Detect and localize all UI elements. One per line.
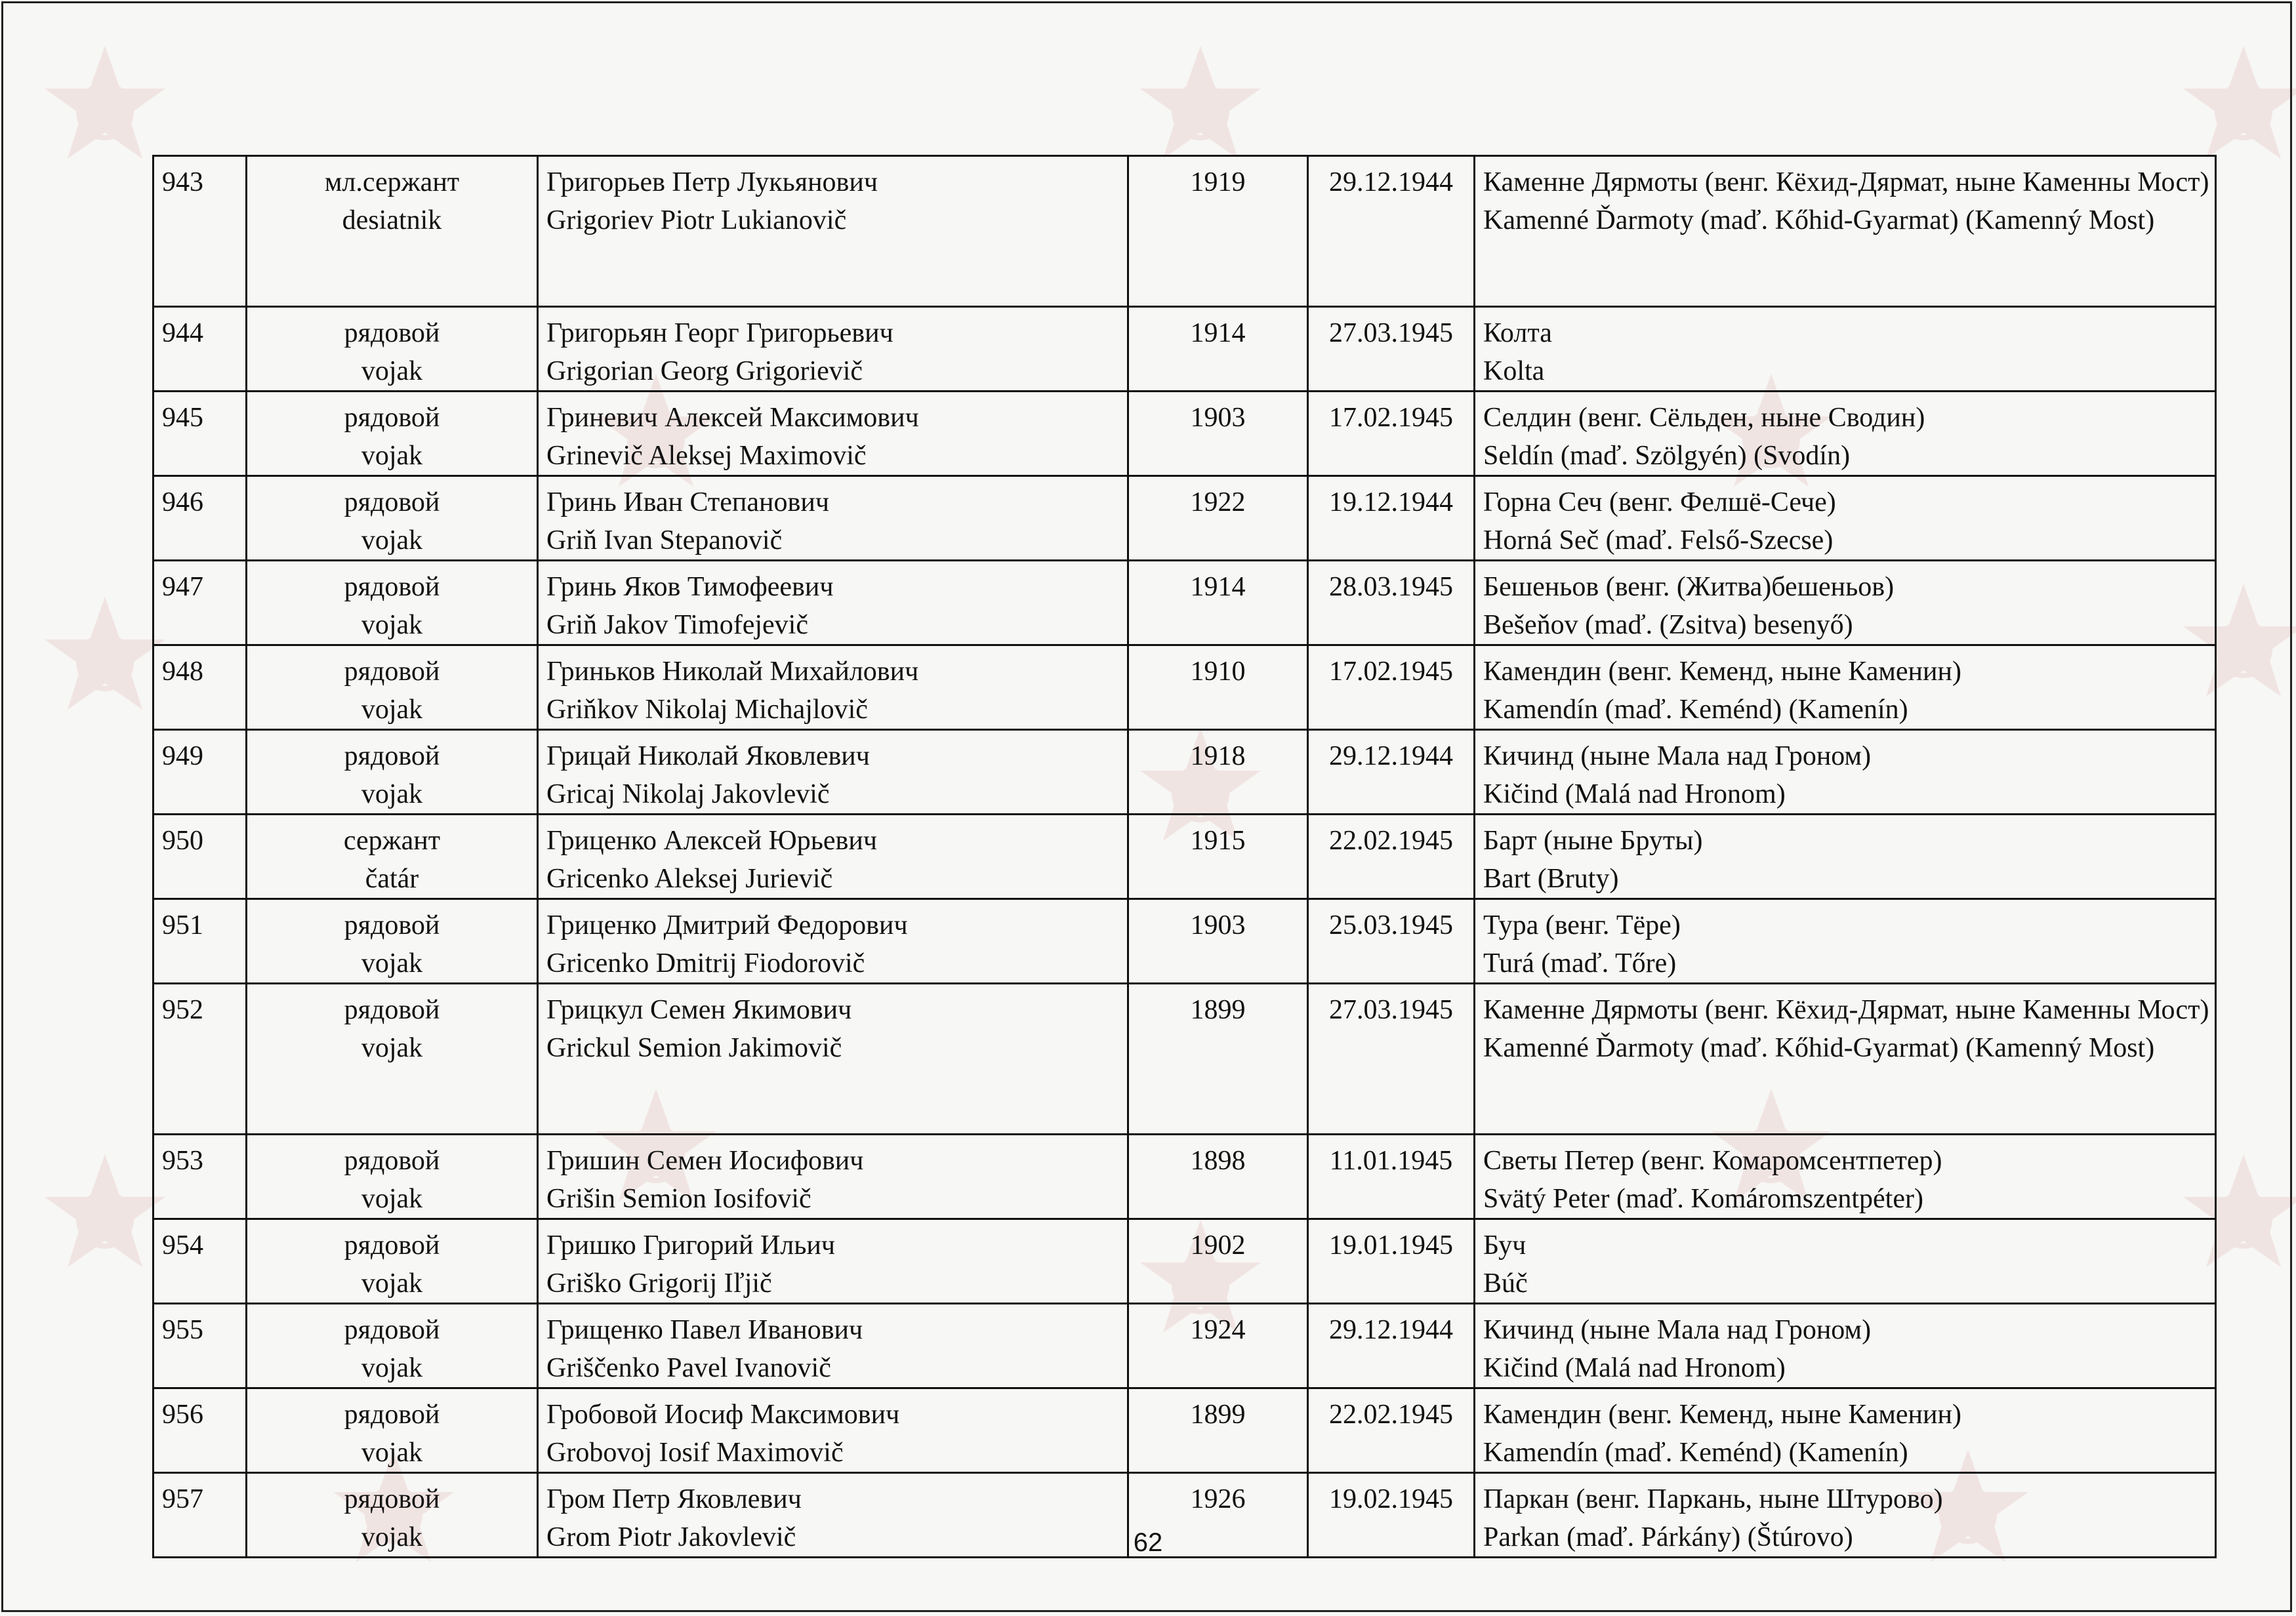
rank-ru: рядовой [344, 995, 440, 1025]
death-date: 17.02.1945 [1308, 645, 1475, 730]
birth-year: 1922 [1128, 476, 1308, 561]
name-cell [538, 1304, 1128, 1388]
place-sk: Kičind (Malá nad Hronom) [1483, 779, 1786, 809]
rank-ru: рядовой [344, 318, 440, 348]
rank-sk: vojak [361, 1268, 423, 1299]
rank-ru: рядовой [344, 1484, 440, 1514]
name-cell [538, 815, 1128, 899]
place-sk: Svätý Peter (maď. Komáromszentpéter) [1483, 1184, 1923, 1214]
table-row [154, 476, 2216, 561]
place-ru: Буч [1483, 1230, 1527, 1261]
rank-sk: vojak [361, 525, 423, 556]
rank-cell [247, 561, 538, 645]
place-ru: Камендин (венг. Кеменд, ныне Каменин) [1483, 656, 1961, 687]
name-ru: Гриценко Алексей Юрьевич [546, 826, 877, 856]
place-ru: Каменне Дярмоты (венг. Кёхид-Дярмат, ныне Каменны Мост) [1483, 167, 2209, 197]
rank-ru: рядовой [344, 910, 440, 940]
place-ru: Селдин (венг. Сёльден, ныне Сводин) [1483, 403, 1925, 433]
rank-sk: vojak [361, 441, 423, 471]
birth-year: 1910 [1128, 645, 1308, 730]
rank-sk: vojak [361, 610, 423, 640]
page-number: 62 [1133, 1528, 1163, 1557]
name-sk: Grišin Semion Iosifovič [546, 1184, 811, 1214]
record-number: 957 [154, 1473, 247, 1558]
rank-ru: рядовой [344, 572, 440, 602]
rank-sk: vojak [361, 1033, 423, 1063]
place-ru: Светы Петер (венг. Комаромсентпетер) [1483, 1146, 1942, 1176]
rank-sk: vojak [361, 1438, 423, 1468]
place-sk: Kamenné Ďarmoty (maď. Kőhid-Gyarmat) (Kamenný Most) [1483, 205, 2155, 235]
birth-year: 1924 [1128, 1304, 1308, 1388]
record-number: 943 [154, 156, 247, 307]
name-ru: Гринь Яков Тимофеевич [546, 572, 834, 602]
records-table [152, 155, 2217, 1558]
table-row [154, 645, 2216, 730]
death-date: 29.12.1944 [1308, 730, 1475, 815]
place-sk: Horná Seč (maď. Felső-Szecse) [1483, 525, 1834, 556]
name-cell [538, 1135, 1128, 1219]
rank-cell [247, 392, 538, 476]
birth-year: 1903 [1128, 392, 1308, 476]
name-ru: Гром Петр Яковлевич [546, 1484, 802, 1514]
name-cell [538, 392, 1128, 476]
rank-cell [247, 476, 538, 561]
name-sk: Grigoriev Piotr Lukianovič [546, 205, 847, 235]
burial-place-cell [1475, 645, 2216, 730]
burial-place-cell [1475, 1304, 2216, 1388]
rank-sk: desiatnik [342, 205, 442, 235]
death-date: 11.01.1945 [1308, 1135, 1475, 1219]
place-ru: Колта [1483, 318, 1552, 348]
table-row [154, 1219, 2216, 1304]
rank-ru: рядовой [344, 1230, 440, 1261]
name-ru: Гриньков Николай Михайлович [546, 656, 919, 687]
rank-cell [247, 1388, 538, 1473]
burial-place-cell [1475, 156, 2216, 307]
record-number: 947 [154, 561, 247, 645]
rank-sk: vojak [361, 695, 423, 725]
death-date: 19.01.1945 [1308, 1219, 1475, 1304]
birth-year: 1915 [1128, 815, 1308, 899]
name-sk: Griško Grigorij Iľjič [546, 1268, 772, 1299]
burial-place-cell [1475, 815, 2216, 899]
record-number: 952 [154, 984, 247, 1135]
record-number: 953 [154, 1135, 247, 1219]
name-ru: Гринь Иван Степанович [546, 487, 829, 517]
record-number: 949 [154, 730, 247, 815]
rank-cell [247, 1304, 538, 1388]
death-date: 29.12.1944 [1308, 156, 1475, 307]
name-sk: Griň Ivan Stepanovič [546, 525, 783, 556]
record-number: 954 [154, 1219, 247, 1304]
place-sk: Búč [1483, 1268, 1528, 1299]
table-row [154, 730, 2216, 815]
name-sk: Grigorian Georg Grigorievič [546, 356, 863, 386]
birth-year: 1919 [1128, 156, 1308, 307]
name-cell [538, 984, 1128, 1135]
place-sk: Seldín (maď. Szölgyén) (Svodín) [1483, 441, 1851, 471]
name-cell [538, 1219, 1128, 1304]
record-number: 950 [154, 815, 247, 899]
death-date: 19.12.1944 [1308, 476, 1475, 561]
burial-place-cell [1475, 307, 2216, 392]
rank-ru: рядовой [344, 656, 440, 687]
name-cell [538, 307, 1128, 392]
name-cell [538, 899, 1128, 984]
rank-cell [247, 156, 538, 307]
name-ru: Гриневич Алексей Максимович [546, 403, 919, 433]
place-sk: Kolta [1483, 356, 1545, 386]
place-sk: Parkan (maď. Párkány) (Štúrovo) [1483, 1522, 1853, 1552]
name-cell [538, 730, 1128, 815]
rank-sk: vojak [361, 948, 423, 979]
table-row [154, 984, 2216, 1135]
name-sk: Griňkov Nikolaj Michajlovič [546, 695, 868, 725]
rank-sk: vojak [361, 1522, 423, 1552]
table-row [154, 815, 2216, 899]
birth-year: 1914 [1128, 307, 1308, 392]
name-ru: Грицай Николай Яковлевич [546, 741, 870, 771]
rank-sk: vojak [361, 1353, 423, 1383]
records-table-body [154, 156, 2216, 1558]
name-ru: Гришко Григорий Ильич [546, 1230, 836, 1261]
birth-year: 1899 [1128, 1388, 1308, 1473]
name-sk: Grickul Semion Jakimovič [546, 1033, 842, 1063]
place-ru: Каменне Дярмоты (венг. Кёхид-Дярмат, ныне Каменны Мост) [1483, 995, 2209, 1025]
place-sk: Bešeňov (maď. (Zsitva) besenyő) [1483, 610, 1853, 640]
burial-place-cell [1475, 984, 2216, 1135]
rank-sk: vojak [361, 779, 423, 809]
death-date: 25.03.1945 [1308, 899, 1475, 984]
name-ru: Гришин Семен Иосифович [546, 1146, 864, 1176]
name-sk: Gricenko Aleksej Jurievič [546, 864, 833, 894]
rank-cell [247, 645, 538, 730]
rank-cell [247, 1219, 538, 1304]
rank-cell [247, 984, 538, 1135]
name-sk: Gricaj Nikolaj Jakovlevič [546, 779, 830, 809]
record-number: 945 [154, 392, 247, 476]
name-ru: Гробовой Иосиф Максимович [546, 1400, 900, 1430]
death-date: 27.03.1945 [1308, 307, 1475, 392]
table-row [154, 156, 2216, 307]
burial-place-cell [1475, 899, 2216, 984]
table-row [154, 307, 2216, 392]
table-row [154, 1304, 2216, 1388]
rank-cell [247, 307, 538, 392]
place-ru: Барт (ныне Бруты) [1483, 826, 1703, 856]
rank-ru: рядовой [344, 741, 440, 771]
death-date: 22.02.1945 [1308, 815, 1475, 899]
rank-ru: рядовой [344, 403, 440, 433]
rank-sk: čatár [365, 864, 419, 894]
rank-cell [247, 899, 538, 984]
rank-sk: vojak [361, 1184, 423, 1214]
name-sk: Gricenko Dmitrij Fiodorovič [546, 948, 865, 979]
name-cell [538, 1388, 1128, 1473]
name-cell [538, 561, 1128, 645]
place-sk: Kamenné Ďarmoty (maď. Kőhid-Gyarmat) (Kamenný Most) [1483, 1033, 2155, 1063]
table-row [154, 1388, 2216, 1473]
name-sk: Griň Jakov Timofejevič [546, 610, 808, 640]
rank-sk: vojak [361, 356, 423, 386]
place-ru: Тура (венг. Тёре) [1483, 910, 1681, 940]
name-sk: Grom Piotr Jakovlevič [546, 1522, 796, 1552]
rank-cell [247, 1135, 538, 1219]
birth-year: 1902 [1128, 1219, 1308, 1304]
place-sk: Kamendín (maď. Keménd) (Kamenín) [1483, 1438, 1908, 1468]
name-ru: Грицкул Семен Якимович [546, 995, 852, 1025]
rank-ru: рядовой [344, 1400, 440, 1430]
table-row [154, 1135, 2216, 1219]
name-cell [538, 156, 1128, 307]
place-sk: Bart (Bruty) [1483, 864, 1619, 894]
death-date: 19.02.1945 [1308, 1473, 1475, 1558]
record-number: 956 [154, 1388, 247, 1473]
burial-place-cell [1475, 730, 2216, 815]
name-sk: Griščenko Pavel Ivanovič [546, 1353, 831, 1383]
burial-place-cell [1475, 476, 2216, 561]
burial-place-cell [1475, 1388, 2216, 1473]
birth-year: 1926 [1128, 1473, 1308, 1558]
name-ru: Гриценко Дмитрий Федорович [546, 910, 908, 940]
name-sk: Grobovoj Iosif Maximovič [546, 1438, 844, 1468]
record-number: 951 [154, 899, 247, 984]
place-ru: Камендин (венг. Кеменд, ныне Каменин) [1483, 1400, 1961, 1430]
birth-year: 1903 [1128, 899, 1308, 984]
name-cell [538, 476, 1128, 561]
table-row [154, 392, 2216, 476]
death-date: 29.12.1944 [1308, 1304, 1475, 1388]
rank-cell [247, 730, 538, 815]
death-date: 17.02.1945 [1308, 392, 1475, 476]
burial-place-cell [1475, 561, 2216, 645]
rank-cell [247, 815, 538, 899]
death-date: 27.03.1945 [1308, 984, 1475, 1135]
place-sk: Kamendín (maď. Keménd) (Kamenín) [1483, 695, 1908, 725]
record-number: 944 [154, 307, 247, 392]
place-ru: Бешеньов (венг. (Житва)бешеньов) [1483, 572, 1895, 602]
place-sk: Turá (maď. Tőre) [1483, 948, 1677, 979]
place-sk: Kičind (Malá nad Hronom) [1483, 1353, 1786, 1383]
birth-year: 1898 [1128, 1135, 1308, 1219]
place-ru: Кичинд (ныне Мала над Гроном) [1483, 1315, 1872, 1345]
birth-year: 1914 [1128, 561, 1308, 645]
death-date: 28.03.1945 [1308, 561, 1475, 645]
record-number: 948 [154, 645, 247, 730]
place-ru: Паркан (венг. Паркань, ныне Штурово) [1483, 1484, 1943, 1514]
name-ru: Грищенко Павел Иванович [546, 1315, 863, 1345]
name-cell [538, 645, 1128, 730]
rank-ru: рядовой [344, 1315, 440, 1345]
table-row [154, 561, 2216, 645]
place-ru: Кичинд (ныне Мала над Гроном) [1483, 741, 1872, 771]
death-date: 22.02.1945 [1308, 1388, 1475, 1473]
record-number: 946 [154, 476, 247, 561]
place-ru: Горна Сеч (венг. Фелшё-Сече) [1483, 487, 1836, 517]
record-number: 955 [154, 1304, 247, 1388]
birth-year: 1918 [1128, 730, 1308, 815]
rank-ru: рядовой [344, 487, 440, 517]
table-row [154, 899, 2216, 984]
burial-place-cell [1475, 392, 2216, 476]
birth-year: 1899 [1128, 984, 1308, 1135]
name-ru: Григорьев Петр Лукьянович [546, 167, 878, 197]
rank-ru: сержант [343, 826, 441, 856]
name-sk: Grinevič Aleksej Maximovič [546, 441, 867, 471]
name-ru: Григорьян Георг Григорьевич [546, 318, 893, 348]
burial-place-cell [1475, 1135, 2216, 1219]
rank-ru: мл.сержант [324, 167, 460, 197]
burial-place-cell [1475, 1219, 2216, 1304]
rank-ru: рядовой [344, 1146, 440, 1176]
